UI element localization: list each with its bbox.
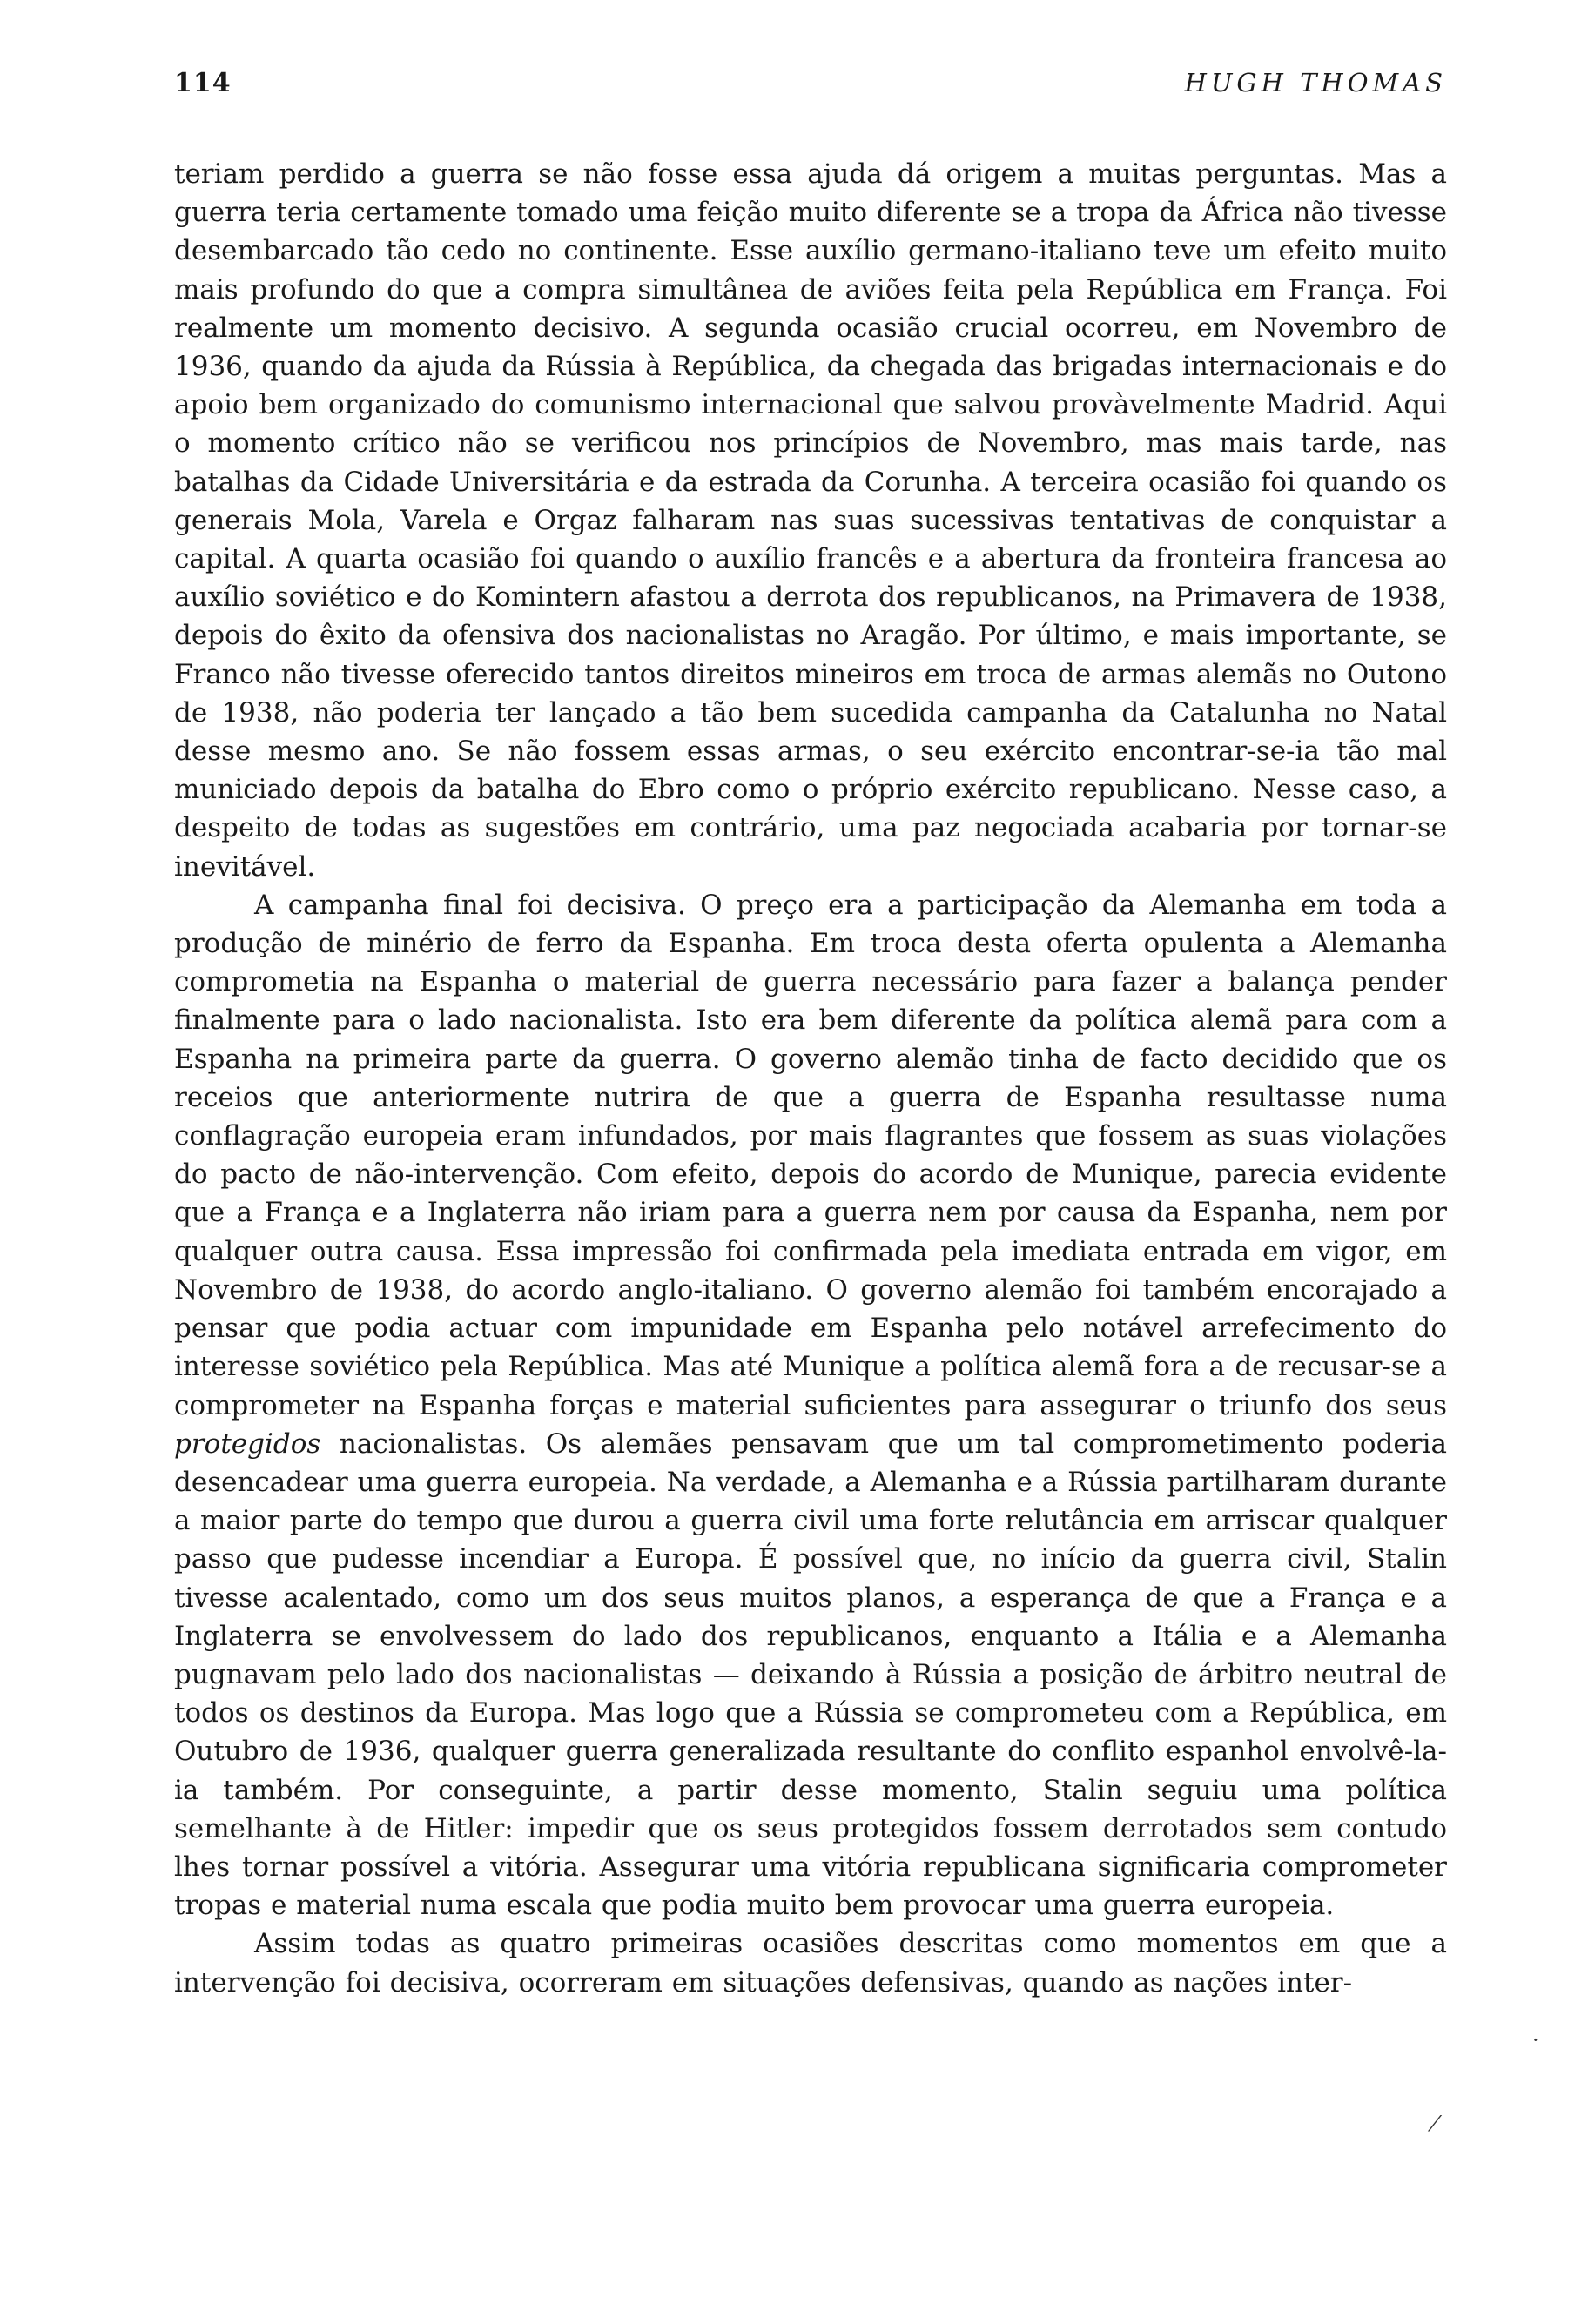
paragraph-3-text: Assim todas as quatro primeiras ocasiões descritas como momentos em que a intervenção foi decisiva, ocorreram em situações defensivas, quando as nações inter- [174,1928,1447,1998]
paragraph-1 [174,155,1447,886]
margin-dot: · [1532,2028,1539,2052]
margin-stroke: ⁄ [1433,2112,1437,2136]
italic-word: protegidos [174,1427,321,1460]
paragraph-1-text: teriam perdido a guerra se não fosse essa ajuda dá origem a muitas perguntas. Mas a guerra teria certamente tomado uma feição muito diferente se a tropa da África não tivesse desembarcado tão cedo no continente. Esse auxílio germano-italiano teve um efeito muito mais profundo do que a compra simultânea de aviões feita pela República em França. Foi realmente um momento decisivo. A segunda ocasião crucial ocorreu, em Novembro de 1936, quando da ajuda da Rússia à República, da chegada das brigadas internacionais e do apoio bem organizado do comunismo internacional que salvou provàvelmente Madrid. Aqui o momento crítico não se verificou nos princípios de Novembro, mas mais tarde, nas batalhas da Cidade Universitária e da estrada da Corunha. A terceira ocasião foi quando os generais Mola, Varela e Orgaz falharam nas suas sucessivas tentativas de conquistar a capital. A quarta ocasião foi quando o auxílio francês e a abertura da fronteira francesa ao auxílio soviético e do Komintern afastou a derrota dos republicanos, na Primavera de 1938, depois do êxito da ofensiva dos nacionalistas no Aragão. Por último, e mais importante, se Franco não tivesse oferecido tantos direitos mineiros em troca de armas alemãs no Outono de 1938, não poderia ter lançado a tão bem sucedida campanha da Catalunha no Natal desse mesmo ano. Se não fossem essas armas, o seu exército encontrar-se-ia tão mal municiado depois da batalha do Ebro como o próprio exército republicano. Nesse caso, a despeito de todas as sugestões em contrário, uma paz negociada acabaria por tornar-se inevitável. [174,158,1447,883]
body-text [174,155,1447,2002]
paragraph-2-text-a: A campanha final foi decisiva. O preço era a participação da Alemanha em toda a produção de minério de ferro da Espanha. Em troca desta oferta opulenta a Alemanha comprometia na Espanha o material de guerra necessário para fazer a balança pender finalmente para o lado nacionalista. Isto era bem diferente da política alemã para com a Espanha na primeira parte da guerra. O governo alemão tinha de facto decidido que os receios que anteriormente nutrira de que a guerra de Espanha resultasse numa conflagração europeia eram infundados, por mais flagrantes que fossem as suas violações do pacto de não-intervenção. Com efeito, depois do acordo de Munique, parecia evidente que a França e a Inglaterra não iriam para a guerra nem por causa da Espanha, nem por qualquer outra causa. Essa impressão foi confirmada pela imediata entrada em vigor, em Novembro de 1938, do acordo anglo-italiano. O governo alemão foi também encorajado a pensar que podia actuar com impunidade em Espanha pelo notável arrefecimento do interesse soviético pela República. Mas até Munique a política alemã fora a de recusar-se a comprometer na Espanha forças e material suficientes para assegurar o triunfo dos seus [174,889,1447,1421]
paragraph-2-text-b: nacionalistas. Os alemães pensavam que um tal comprometimento poderia desencadear uma guerra europeia. Na verdade, a Alemanha e a Rússia partilharam durante a maior parte do tempo que durou a guerra civil uma forte relutância em arriscar qualquer passo que pudesse incendiar a Europa. É possível que, no início da guerra civil, Stalin tivesse acalentado, como um dos seus muitos planos, a esperança de que a França e a Inglaterra se envolvessem do lado dos republicanos, enquanto a Itália e a Alemanha pugnavam pelo lado dos nacionalistas — deixando à Rússia a posição de árbitro neutral de todos os destinos da Europa. Mas logo que a Rússia se comprometeu com a República, em Outubro de 1936, qualquer guerra generalizada resultante do conflito espanhol envolvê-la-ia também. Por conseguinte, a partir desse momento, Stalin seguiu uma política semelhante à de Hitler: impedir que os seus protegidos fossem derrotados sem contudo lhes tornar possível a vitória. Assegurar uma vitória republicana significaria comprometer tropas e material numa escala que podia muito bem provocar uma guerra europeia. [174,1427,1447,1922]
paragraph-3 [174,1924,1447,2001]
paragraph-2 [174,886,1447,1924]
page-number: 114 [174,68,232,98]
running-head [174,68,1447,103]
running-title: HUGH THOMAS [1184,68,1447,97]
